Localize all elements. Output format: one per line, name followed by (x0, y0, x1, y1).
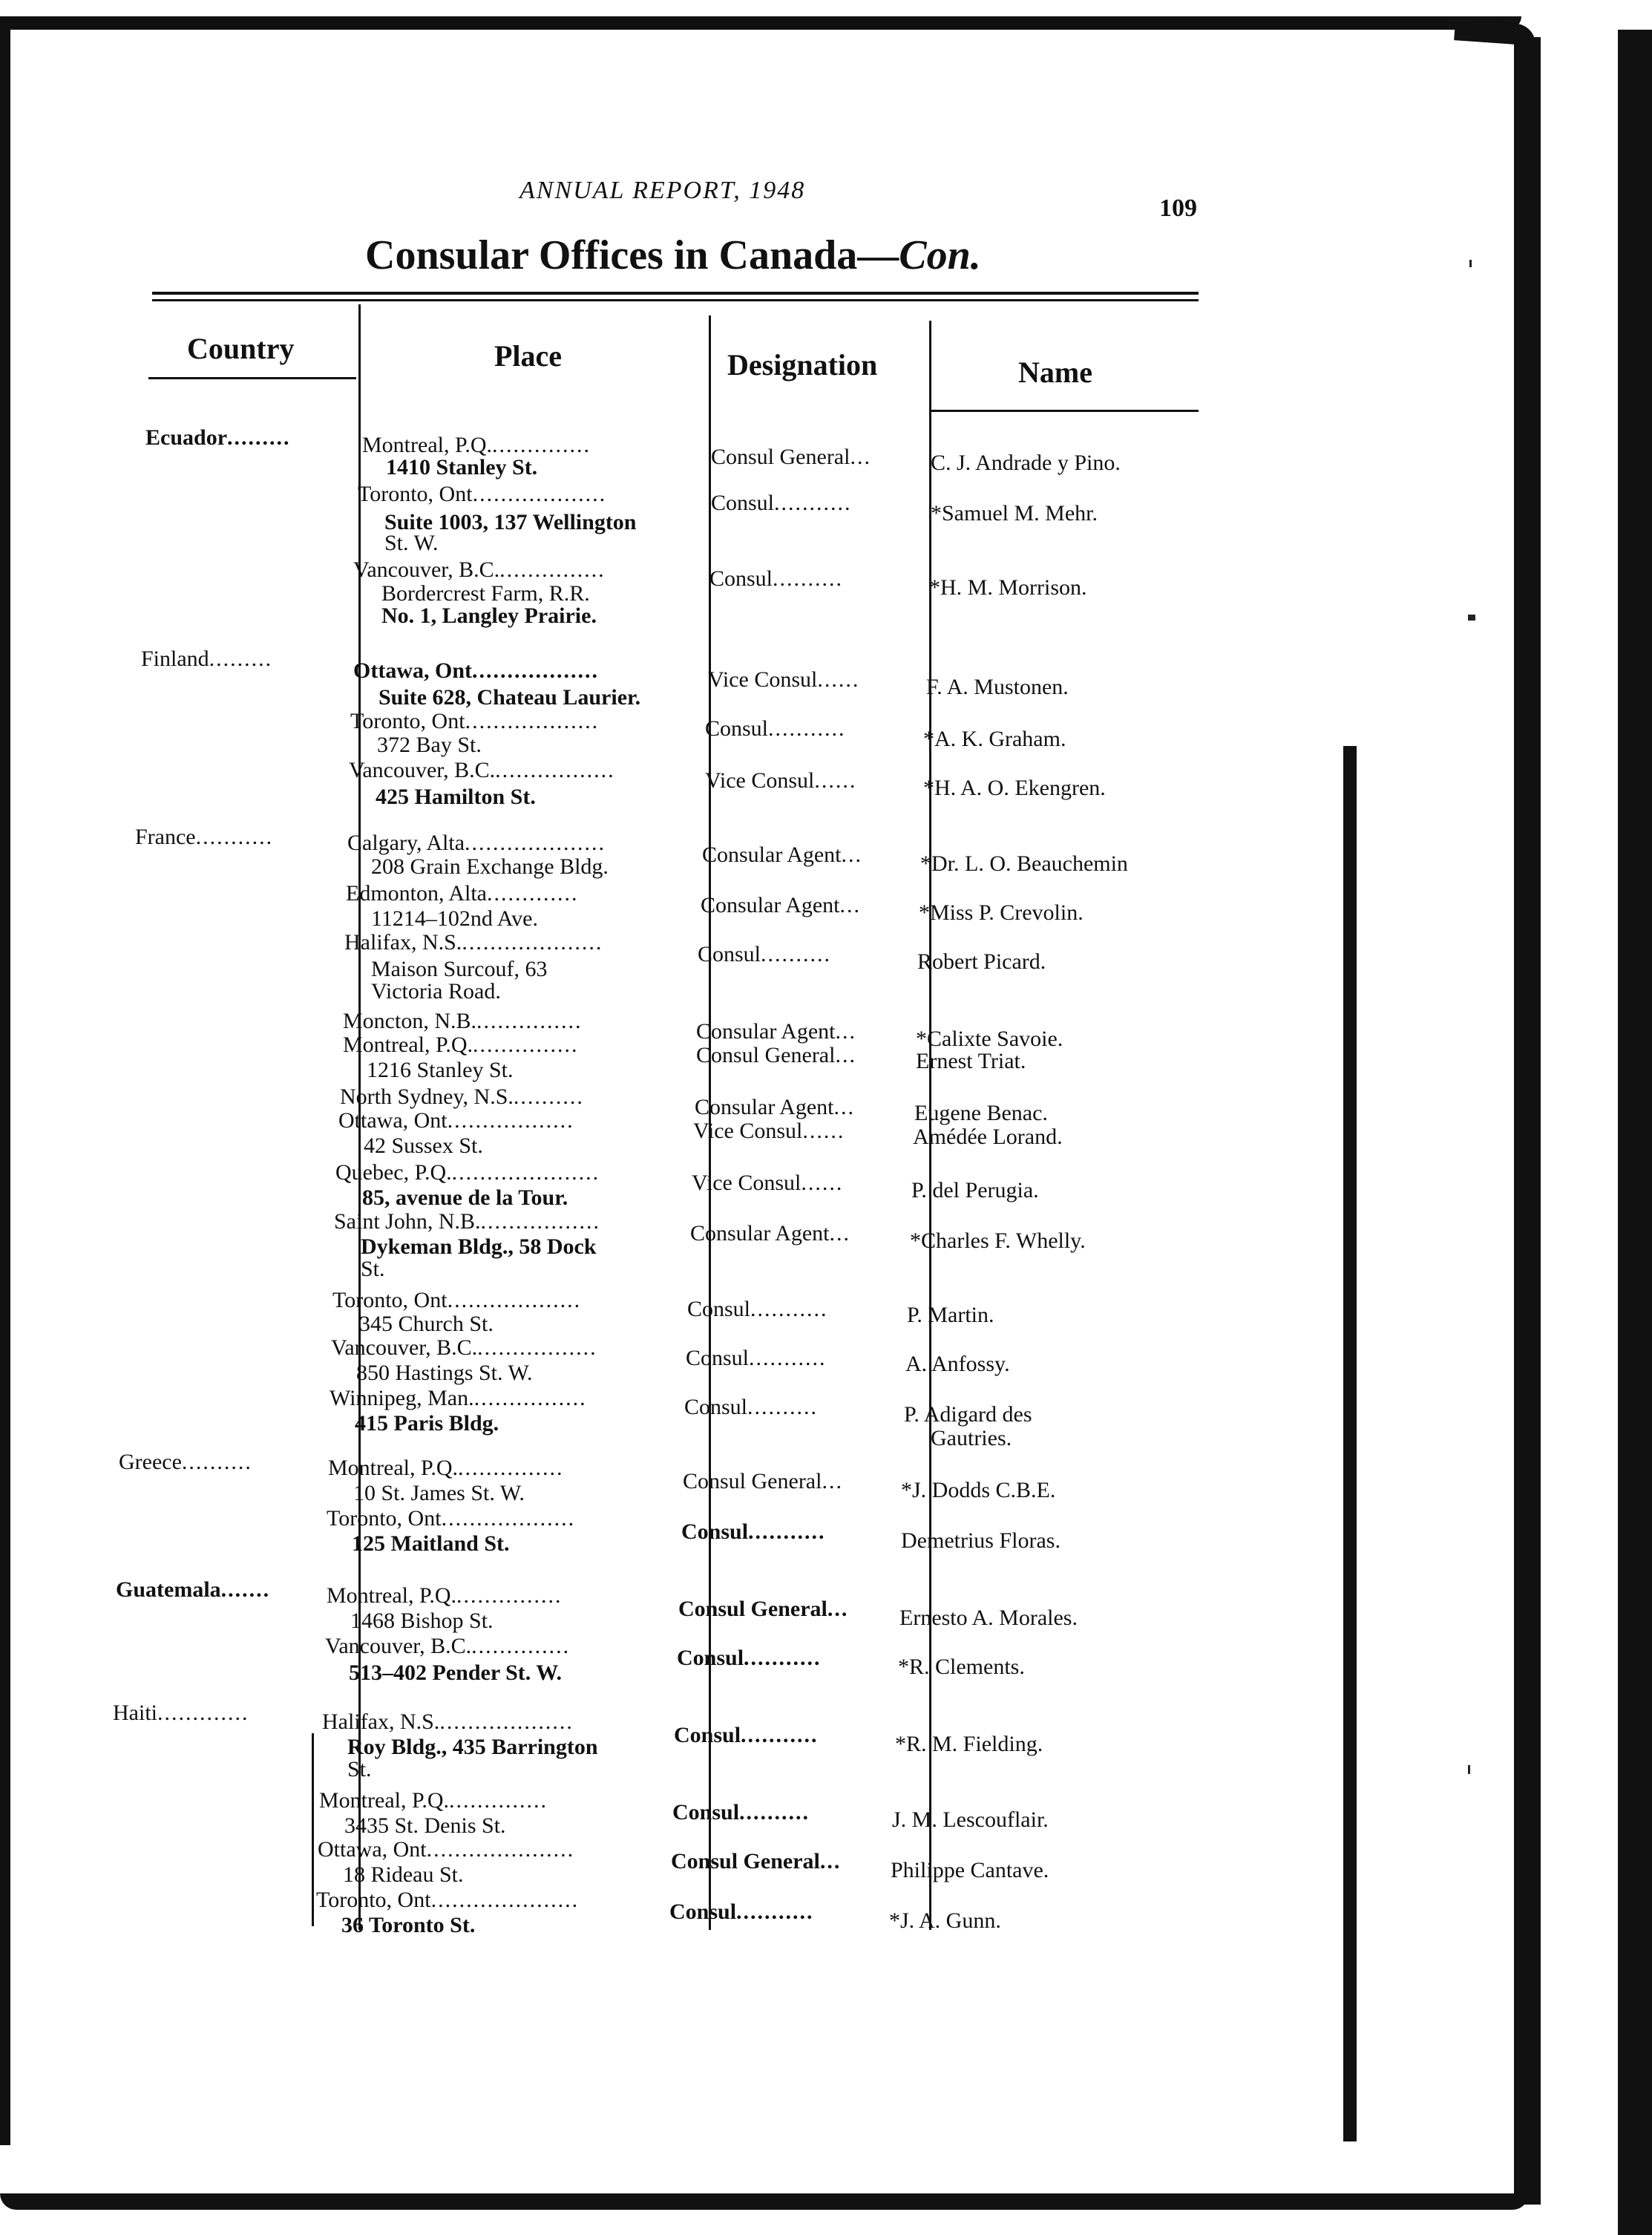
designation-cell: Consul........... (681, 1519, 826, 1544)
place-cell: Toronto, Ont................... (358, 482, 607, 506)
country-cell: Ecuador......... (145, 425, 291, 450)
place-cell: Toronto, Ont..................... (316, 1888, 580, 1912)
running-head: ANNUAL REPORT, 1948 (519, 177, 806, 204)
designation-cell: Consul........... (674, 1723, 819, 1747)
address-cell: St. (347, 1757, 372, 1781)
header-rule-name (931, 410, 1199, 412)
place-cell: Winnipeg, Man................. (330, 1386, 587, 1410)
address-cell: 513–402 Pender St. W. (349, 1660, 562, 1685)
table-top-rule (152, 292, 1199, 295)
address-cell: St. (361, 1257, 385, 1281)
country-cell: France........... (135, 825, 274, 849)
page-title (365, 232, 981, 279)
designation-cell: Consul........... (705, 716, 846, 741)
name-cell: *H. M. Morrison. (929, 575, 1087, 600)
name-cell: J. M. Lescouflair. (892, 1807, 1049, 1832)
address-cell: 125 Maitland St. (352, 1531, 510, 1556)
place-cell: Toronto, Ont................... (350, 709, 600, 733)
name-cell: *A. K. Graham. (923, 727, 1066, 751)
column-divider-1-lower (312, 1733, 314, 1926)
designation-cell: Consul.......... (672, 1800, 810, 1825)
column-header-country: Country (187, 332, 295, 365)
address-cell: 1410 Stanley St. (386, 455, 538, 480)
place-cell: Ottawa, Ont.................. (338, 1108, 574, 1133)
designation-cell: Consul........... (677, 1646, 822, 1670)
page-number: 109 (1159, 194, 1197, 222)
address-cell: Victoria Road. (371, 979, 501, 1004)
designation-cell: Consul........... (711, 491, 852, 515)
place-cell: Montreal, P.Q................ (328, 1456, 564, 1480)
designation-cell: Consular Agent... (695, 1095, 855, 1119)
name-cell: Ernest Triat. (916, 1049, 1026, 1073)
name-cell: P. Adigard des (904, 1402, 1032, 1427)
country-cell: Guatemala....... (116, 1577, 271, 1602)
address-cell: 36 Toronto St. (341, 1913, 476, 1937)
address-cell: 42 Sussex St. (364, 1133, 483, 1158)
place-cell: Vancouver, B.C.................. (331, 1335, 597, 1360)
name-cell: Philippe Cantave. (891, 1858, 1049, 1882)
place-cell: Ottawa, Ont.................. (353, 658, 599, 683)
name-cell: *Samuel M. Mehr. (931, 501, 1098, 526)
name-cell: Demetrius Floras. (901, 1528, 1061, 1553)
address-cell: Maison Surcouf, 63 (371, 957, 548, 981)
name-cell: Gautries. (931, 1426, 1012, 1450)
address-cell: No. 1, Langley Prairie. (381, 603, 597, 628)
column-header-designation: Designation (727, 348, 878, 382)
designation-cell: Consul General... (683, 1469, 843, 1493)
name-cell: Amédée Lorand. (913, 1125, 1063, 1149)
name-cell: *J. A. Gunn. (889, 1908, 1001, 1933)
name-cell: P. Martin. (907, 1303, 994, 1327)
place-cell: Toronto, Ont................... (327, 1506, 576, 1531)
place-cell: Vancouver, B.C.................. (349, 758, 615, 782)
title-continued: Con. (899, 232, 981, 278)
name-cell: Eugene Benac. (914, 1101, 1048, 1125)
designation-cell: Consular Agent... (690, 1221, 850, 1246)
name-cell: A. Anfossy. (905, 1352, 1010, 1376)
designation-cell: Consular Agent... (702, 842, 862, 867)
address-cell: Dykeman Bldg., 58 Dock (361, 1234, 597, 1259)
name-cell: *Charles F. Whelly. (910, 1228, 1086, 1253)
place-cell: Calgary, Alta.................... (347, 831, 606, 855)
place-cell: Montreal, P.Q............... (319, 1788, 548, 1813)
name-cell: F. A. Mustonen. (926, 675, 1069, 699)
place-cell: Toronto, Ont................... (332, 1288, 582, 1312)
address-cell: 850 Hastings St. W. (356, 1361, 533, 1385)
name-cell: *R. Clements. (898, 1655, 1025, 1679)
table-top-rule-inner (152, 299, 1199, 301)
designation-cell: Consul General... (711, 445, 871, 469)
country-cell: Finland......... (141, 647, 273, 671)
name-cell: *Miss P. Crevolin. (919, 900, 1084, 925)
address-cell: 85, avenue de la Tour. (362, 1185, 568, 1210)
address-cell: Bordercrest Farm, R.R. (381, 581, 590, 606)
address-cell: 18 Rideau St. (343, 1862, 464, 1887)
designation-cell: Consul.......... (698, 942, 832, 966)
address-cell: 345 Church St. (359, 1312, 494, 1336)
place-cell: Moncton, N.B................ (343, 1009, 583, 1033)
designation-cell: Consul........... (686, 1346, 827, 1370)
address-cell: 208 Grain Exchange Bldg. (371, 854, 609, 879)
name-cell: Ernesto A. Morales. (899, 1606, 1078, 1630)
address-cell: Roy Bldg., 435 Barrington (347, 1735, 598, 1759)
designation-cell: Vice Consul...... (708, 667, 860, 692)
place-cell: Ottawa, Ont..................... (318, 1837, 575, 1862)
place-cell: North Sydney, N.S........... (340, 1084, 584, 1109)
address-cell: St. W. (384, 531, 439, 555)
address-cell: 415 Paris Bldg. (355, 1411, 499, 1436)
address-cell: 10 St. James St. W. (353, 1481, 525, 1505)
name-cell: *Dr. L. O. Beauchemin (920, 851, 1128, 876)
designation-cell: Vice Consul...... (705, 768, 857, 793)
name-cell: C. J. Andrade y Pino. (931, 451, 1121, 475)
country-cell: Greece.......... (119, 1450, 252, 1474)
name-cell: *Calixte Savoie. (916, 1027, 1063, 1051)
designation-cell: Consul General... (678, 1597, 849, 1621)
title-main: Consular Offices in Canada— (365, 232, 899, 278)
designation-cell: Consular Agent... (696, 1019, 856, 1044)
country-cell: Haiti............. (113, 1701, 249, 1725)
place-cell: Quebec, P.Q...................... (335, 1160, 600, 1185)
address-cell: Suite 1003, 137 Wellington (384, 510, 637, 534)
designation-cell: Consular Agent... (701, 893, 861, 917)
address-cell: 3435 St. Denis St. (344, 1813, 506, 1838)
place-cell: Montreal, P.Q................ (327, 1583, 563, 1608)
name-cell: *R. M. Fielding. (895, 1732, 1043, 1756)
designation-cell: Vice Consul...... (692, 1171, 844, 1195)
address-cell: 1468 Bishop St. (350, 1609, 494, 1633)
designation-cell: Consul.......... (684, 1395, 819, 1419)
name-cell: *H. A. O. Ekengren. (923, 776, 1106, 800)
designation-cell: Consul General... (696, 1043, 856, 1067)
address-cell: 372 Bay St. (377, 733, 482, 757)
designation-cell: Vice Consul...... (693, 1119, 845, 1143)
place-cell: Vancouver, B.C................ (353, 557, 606, 582)
designation-cell: Consul General... (671, 1849, 842, 1874)
column-header-place: Place (494, 339, 563, 373)
place-cell: Montreal, P.Q............... (362, 433, 591, 457)
address-cell: Suite 628, Chateau Laurier. (378, 685, 641, 710)
place-cell: Edmonton, Alta............. (346, 881, 579, 906)
name-cell: Robert Picard. (917, 949, 1046, 974)
place-cell: Halifax, N.S.................... (322, 1709, 574, 1734)
designation-cell: Consul.......... (709, 566, 844, 591)
address-cell: 1216 Stanley St. (367, 1058, 514, 1082)
place-cell: Halifax, N.S..................... (344, 930, 603, 955)
name-cell: *J. Dodds C.B.E. (901, 1478, 1056, 1502)
address-cell: 425 Hamilton St. (376, 785, 536, 809)
place-cell: Saint John, N.B.................. (334, 1209, 601, 1234)
name-cell: P. del Perugia. (911, 1178, 1039, 1202)
place-cell: Vancouver, B.C............... (325, 1634, 571, 1658)
column-header-name: Name (1018, 356, 1092, 389)
header-rule-country (148, 377, 356, 379)
address-cell: 11214–102nd Ave. (371, 906, 538, 931)
designation-cell: Consul........... (669, 1899, 814, 1924)
designation-cell: Consul........... (687, 1297, 828, 1321)
place-cell: Montreal, P.Q................ (343, 1033, 579, 1057)
